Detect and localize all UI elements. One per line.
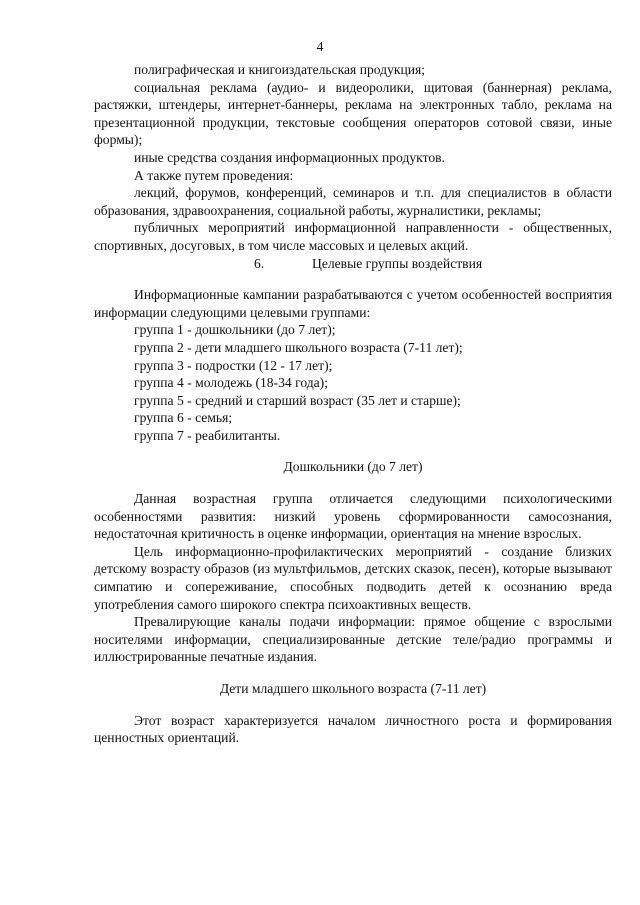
subsection-heading-primary-school: Дети младшего школьного возраста (7-11 лет) xyxy=(219,681,487,696)
list-item: полиграфическая и книгоиздательская продукция; xyxy=(134,62,426,77)
paragraph: Цель информационно-профилактических мероприятий - создание близких детскому возрасту образов (из мультфильмов, детских сказок, песен), которые вызывают симпатию и сопереживание, способных подводить детей к осознанию вреда употребления самого широкого спектра психоактивных веществ. xyxy=(94,543,612,612)
group-item: группа 2 - дети младшего школьного возраста (7-11 лет); xyxy=(134,339,463,355)
group-item: группа 5 - средний и старший возраст (35 лет и старше); xyxy=(134,392,461,408)
section-title: Целевые группы воздействия xyxy=(312,255,483,271)
list-item: А также путем проведения: xyxy=(134,167,294,183)
group-item: группа 3 - подростки (12 - 17 лет); xyxy=(134,357,333,373)
list-item: лекций, форумов, конференций, семинаров и т.п. для специалистов в области образования, здравоохранения, социальной работы, журналистики, рекламы; xyxy=(94,185,612,218)
paragraph: Этот возраст характеризуется началом личностного роста и формирования ценностных ориентаций. xyxy=(94,712,612,746)
section-number: 6. xyxy=(254,255,265,271)
list-item: иные средства создания информационных продуктов. xyxy=(134,149,445,165)
group-item: группа 7 - реабилитанты. xyxy=(134,427,281,443)
document-body xyxy=(94,61,612,747)
section-heading xyxy=(94,255,612,273)
group-item: группа 1 - дошкольники (до 7 лет); xyxy=(134,322,336,338)
page-number: 4 xyxy=(316,39,324,54)
list-item: социальная реклама (аудио- и видеоролики, щитовая (баннерная) реклама, растяжки, штендеры, интернет-баннеры, реклама на электронных табло, реклама на презентационной продукции, текстовые сообщения операторов сотовой связи, иные формы); xyxy=(94,79,612,148)
list-item: публичных мероприятий информационной направленности - общественных, спортивных, досуговых, в том числе массовых и целевых акций. xyxy=(94,220,612,253)
paragraph: Данная возрастная группа отличается следующими психологическими особенностями развития: низкий уровень сформированности самосознания, недостаточная критичность в оценке информации, ориентация на мнение взрослых. xyxy=(94,491,612,542)
group-item: группа 6 - семья; xyxy=(134,410,233,426)
section-intro: Информационные кампании разрабатываются с учетом особенностей восприятия информации следующими целевыми группами: xyxy=(94,287,612,320)
subsection-heading-preschool: Дошкольники (до 7 лет) xyxy=(283,459,423,475)
paragraph: Превалирующие каналы подачи информации: прямое общение с взрослыми носителями информации, специализированные детские теле/радио программы и иллюстрированные печатные издания. xyxy=(94,614,612,665)
group-item: группа 4 - молодежь (18-34 года); xyxy=(134,375,328,391)
